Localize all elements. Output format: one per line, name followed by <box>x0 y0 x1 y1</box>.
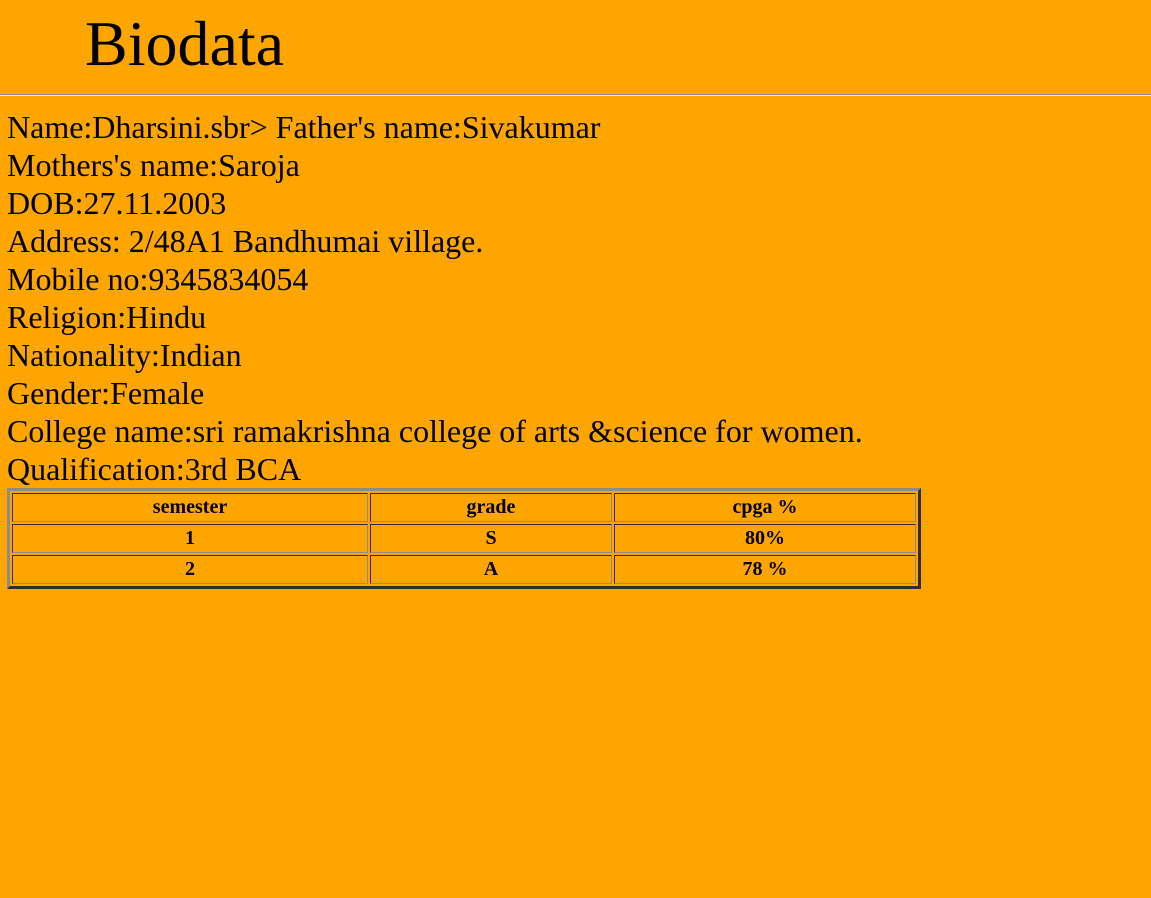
horizontal-divider <box>0 94 1151 96</box>
detail-qualification: Qualification:3rd BCA <box>7 451 302 487</box>
detail-religion: Religion:Hindu <box>7 299 207 335</box>
cell-grade: A <box>370 555 612 584</box>
cell-cpga: 80% <box>614 524 916 553</box>
detail-dob: DOB:27.11.2003 <box>7 185 227 221</box>
cell-semester: 2 <box>12 555 368 584</box>
biodata-details <box>7 108 863 488</box>
detail-mobile: Mobile no:9345834054 <box>7 261 309 297</box>
page-title: Biodata <box>85 8 285 79</box>
table-row <box>12 555 916 584</box>
detail-gender: Gender:Female <box>7 375 205 411</box>
header-semester: semester <box>12 493 368 522</box>
detail-mother-name: Mothers's name:Saroja <box>7 147 300 183</box>
table-header-row <box>12 493 916 522</box>
header-cpga: cpga % <box>614 493 916 522</box>
detail-address: Address: 2/48A1 Bandhumai village. <box>7 223 484 259</box>
table-row <box>12 524 916 553</box>
cell-semester: 1 <box>12 524 368 553</box>
detail-college: College name:sri ramakrishna college of arts &science for women. <box>7 413 863 449</box>
header-grade: grade <box>370 493 612 522</box>
detail-name-father: Name:Dharsini.sbr> Father's name:Sivakumar <box>7 109 601 145</box>
cell-cpga: 78 % <box>614 555 916 584</box>
detail-nationality: Nationality:Indian <box>7 337 242 373</box>
cell-grade: S <box>370 524 612 553</box>
grades-table <box>7 488 921 589</box>
